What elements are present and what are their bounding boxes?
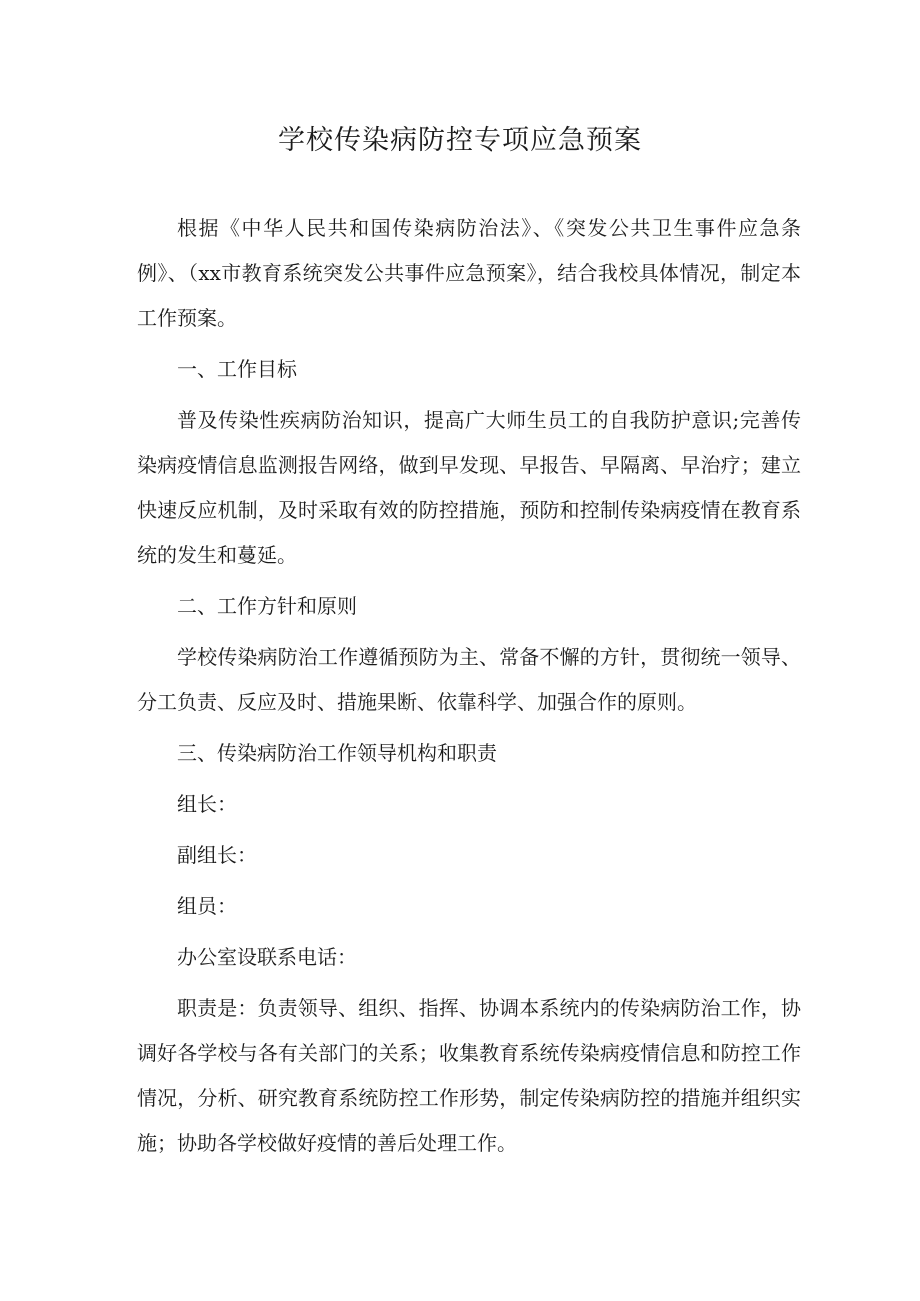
office-phone-field: 办公室设联系电话： — [177, 945, 357, 969]
section-2-heading: 二、工作方针和原则 — [177, 594, 357, 618]
section-2-body: 学校传染病防治工作遵循预防为主、常备不懈的方针，贯彻统一领导、分工负责、反应及时、措施果断、依靠科学、加强合作的原则。 — [137, 645, 801, 714]
leader-field: 组长： — [177, 792, 237, 816]
document-title: 学校传染病防控专项应急预案 — [278, 125, 642, 156]
duties-paragraph: 职责是：负责领导、组织、指挥、协调本系统内的传染病防治工作，协调好各学校与各有关部门的关系；收集教育系统传染病疫情信息和防控工作情况，分析、研究教育系统防控工作形势，制定传染病防控的措施并组织实施；协助各学校做好疫情的善后处理工作。 — [137, 996, 801, 1155]
section-1-heading: 一、工作目标 — [177, 357, 297, 381]
intro-paragraph: 根据《中华人民共和国传染病防治法》、《突发公共卫生事件应急条例》、（xx市教育系统突发公共事件应急预案》，结合我校具体情况，制定本工作预案。 — [137, 216, 801, 330]
section-1-body: 普及传染性疾病防治知识，提高广大师生员工的自我防护意识;完善传染病疫情信息监测报告网络，做到早发现、早报告、早隔离、早治疗；建立快速反应机制，及时采取有效的防控措施，预防和控制传染病疫情在教育系统的发生和蔓延。 — [137, 408, 801, 567]
deputy-leader-field: 副组长： — [177, 843, 257, 867]
members-field: 组员： — [177, 894, 237, 918]
document-body — [137, 206, 801, 1172]
section-3-heading: 三、传染病防治工作领导机构和职责 — [177, 741, 497, 765]
